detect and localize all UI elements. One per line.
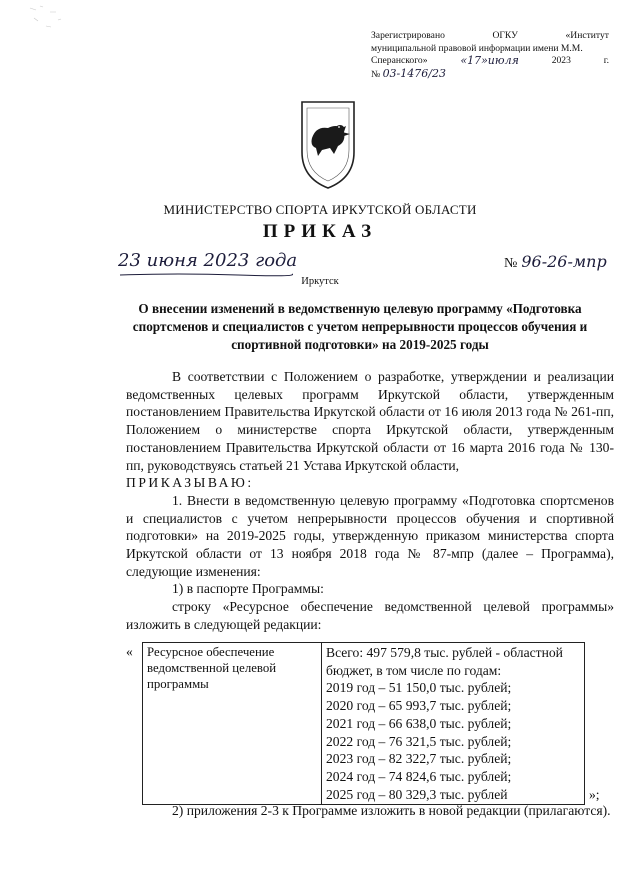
registration-org: ОГКУ <box>492 30 518 41</box>
clause-1-subitem: 1) в паспорте Программы: <box>172 581 324 597</box>
table-value-line: 2025 год – 80 329,3 тыс. рублей <box>326 786 508 802</box>
table-value-line: 2021 год – 66 638,0 тыс. рублей; <box>326 715 512 731</box>
order-command: ПРИКАЗЫВАЮ: <box>126 475 254 491</box>
table-values-cell <box>322 643 585 805</box>
registration-year: 2023 <box>551 55 571 66</box>
order-number <box>504 252 607 272</box>
order-date-handwritten: 23 июня 2023 года <box>118 250 298 271</box>
registration-speransky: Сперанского» <box>371 55 428 66</box>
registration-label: Зарегистрировано <box>371 30 445 41</box>
table-value-line: 2023 год – 82 322,7 тыс. рублей; <box>326 751 512 767</box>
city-label: Иркутск <box>301 276 339 287</box>
registration-date-handwritten: «17»июля <box>460 54 519 67</box>
ministry-name: МИНИСТЕРСТВО СПОРТА ИРКУТСКОЙ ОБЛАСТИ <box>163 202 477 217</box>
order-body <box>126 368 614 634</box>
table-label-cell: Ресурсное обеспечение ведомственной целевой программы <box>143 643 322 805</box>
table-value-line: 2020 год – 65 993,7 тыс. рублей; <box>326 698 512 714</box>
registration-institute: «Институт <box>565 30 609 41</box>
table-value-line: 2019 год – 51 150,0 тыс. рублей; <box>326 680 512 696</box>
order-title: О внесении изменений в ведомственную целевую программу «Подготовка спортсменов и специалистов с учетом непрерывности процессов обучения и спортивной подготовки» на 2019-2025 годы <box>132 301 588 352</box>
clause-1-instruction: строку «Ресурсное обеспечение ведомственной целевой программы» изложить в следующей редакции: <box>126 599 614 632</box>
document-type-heading: ПРИКАЗ <box>262 221 378 242</box>
table-close-quote: »; <box>589 787 600 803</box>
table-value-line: 2022 год – 76 321,5 тыс. рублей; <box>326 733 512 749</box>
table-value-line: Всего: 497 579,8 тыс. рублей - областной бюджет, в том числе по годам: <box>326 645 563 678</box>
table-value-line: 2024 год – 74 824,6 тыс. рублей; <box>326 768 512 784</box>
clause-2 <box>126 802 614 820</box>
resource-table <box>126 642 612 805</box>
registration-block <box>371 30 609 81</box>
registration-line-2: муниципальной правовой информации имени М.М. <box>371 42 583 54</box>
coat-of-arms-emblem <box>298 98 358 192</box>
preamble-paragraph: В соответствии с Положением о разработке, утверждении и реализации ведомственных целевых программ Иркутской области, утвержденным постановлением Правительства Иркутской области от 16 июля 2013 года № 261-пп, Положением о министерстве спорта Иркутской области, утвержденным постановлением Правительства Иркутской области от 16 марта 2016 года № 130-пп, руководствуясь статьей 21 Устава Иркутской области, <box>126 369 614 473</box>
clause-2-paragraph: 2) приложения 2-3 к Программе изложить в новой редакции (прилагаются). <box>172 803 611 818</box>
scan-marks <box>0 0 90 40</box>
registration-number-prefix: № <box>371 68 381 80</box>
registration-year-suffix: г. <box>603 55 609 66</box>
clause-1-paragraph: 1. Внести в ведомственную целевую программу «Подготовка спортсменов и специалистов с учетом непрерывности процессов обучения и спортивной подготовки» на 2019-2025 годы, утвержденную приказом министерства спорта Иркутской области от 13 ноября 2018 года № 87-мпр (далее – Программа), следующие изменения: <box>126 492 614 579</box>
registration-number-handwritten: 03-1476/23 <box>382 66 446 80</box>
order-number-handwritten: 96-26-мпр <box>521 252 607 271</box>
order-number-prefix: № <box>504 256 518 271</box>
table-open-quote: « <box>126 643 133 659</box>
